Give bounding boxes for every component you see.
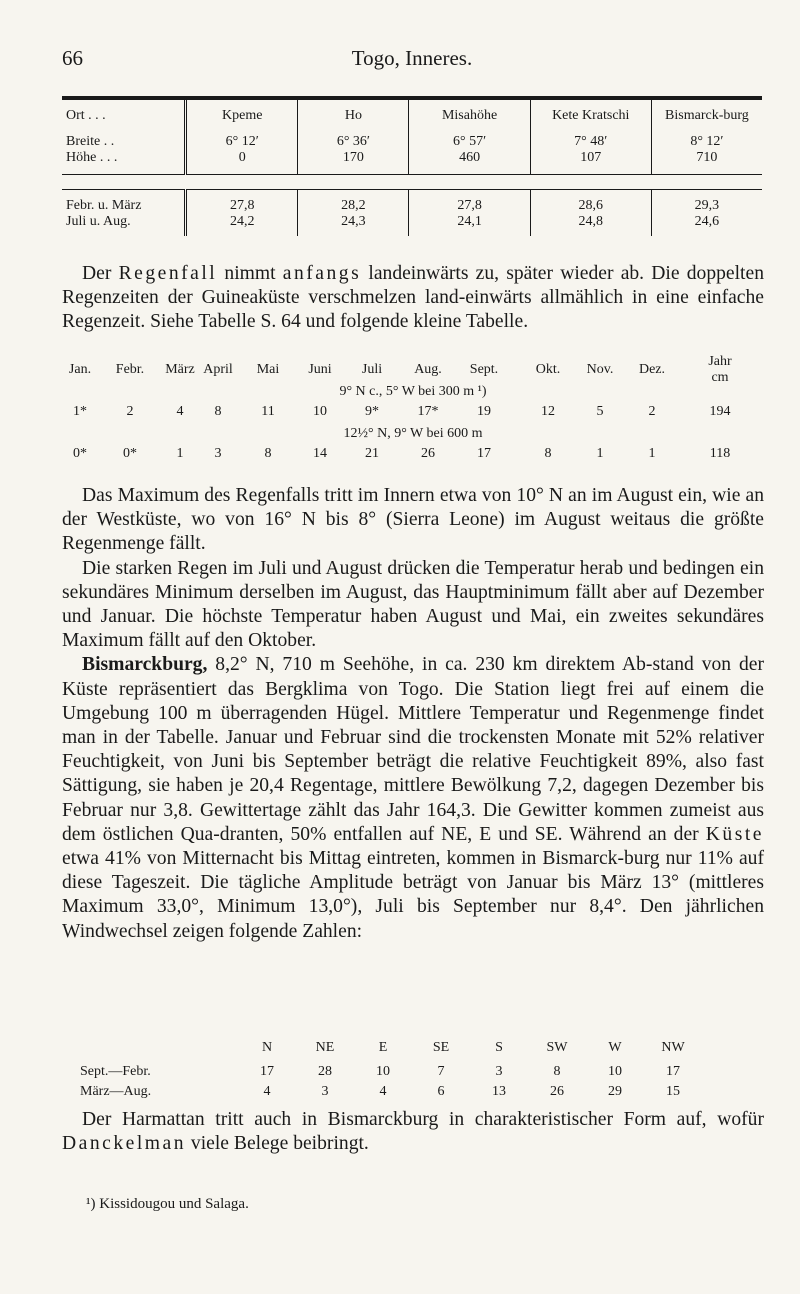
station-altitude: 170 xyxy=(298,150,409,175)
rainfall-value: 1 xyxy=(596,446,604,461)
rainfall-table xyxy=(58,354,768,468)
month-header: Juli xyxy=(361,362,383,377)
temp-value: 24,1 xyxy=(409,214,530,236)
wind-value: 3 xyxy=(321,1084,329,1099)
station-latitude: 8° 12′ xyxy=(651,124,762,150)
wind-value: 10 xyxy=(376,1064,390,1079)
rainfall-value: 0* xyxy=(123,446,137,461)
station-name: Ho xyxy=(298,98,409,124)
page-number: 66 xyxy=(62,46,83,70)
temp-value: 24,2 xyxy=(186,214,298,236)
station-name: Kete Kratschi xyxy=(530,98,651,124)
wind-value: 8 xyxy=(553,1064,561,1079)
rainfall-header-row xyxy=(58,354,768,385)
emphasis-anfangs: anfangs xyxy=(282,263,362,284)
month-header: April xyxy=(203,362,233,377)
wind-direction-header: E xyxy=(378,1040,388,1055)
row-label-ort: Ort . . . xyxy=(62,98,186,124)
footnote-text: Kissidougou und Salaga. xyxy=(95,1196,249,1212)
rainfall-note-1: 9° N c., 5° W bei 300 m ¹) xyxy=(339,384,487,399)
month-header: März xyxy=(165,362,195,377)
rainfall-value: 17* xyxy=(417,404,439,419)
station-name: Bismarck-burg xyxy=(651,98,762,124)
station-altitude: 710 xyxy=(651,150,762,175)
wind-value: 17 xyxy=(260,1064,274,1079)
rainfall-value: 10 xyxy=(313,404,327,419)
wind-row-label: März—Aug. xyxy=(80,1084,152,1099)
rainfall-value: 1* xyxy=(73,404,87,419)
rainfall-value: 8 xyxy=(544,446,552,461)
paragraph-maximum: Das Maximum des Regenfalls tritt im Innern etwa von 10° N an im August ein, wie an der Westküste, wo von 16° N bis 8° (Sierra Leone) im August weitaus die größte Regenmenge fällt. xyxy=(62,485,764,555)
row-label-breite: Breite . . xyxy=(66,134,115,149)
rainfall-value: 5 xyxy=(596,404,604,419)
page-header xyxy=(62,46,762,76)
wind-value: 26 xyxy=(550,1084,564,1099)
text-run: Der xyxy=(82,263,119,284)
temp-value: 24,3 xyxy=(298,214,409,236)
month-header: Juni xyxy=(308,362,332,377)
station-latitude: 7° 48′ xyxy=(530,124,651,150)
rainfall-value: 21 xyxy=(365,446,379,461)
rainfall-value: 17 xyxy=(477,446,491,461)
rainfall-value: 2 xyxy=(126,404,134,419)
rainfall-value: 118 xyxy=(709,446,731,461)
wind-value: 6 xyxy=(437,1084,445,1099)
heading-bismarckburg: Bismarckburg, xyxy=(82,654,208,676)
temp-value: 24,8 xyxy=(530,214,651,236)
paragraph-regenfall xyxy=(62,262,764,335)
row-label-juli-aug: Juli u. Aug. xyxy=(66,214,131,229)
year-unit: cm xyxy=(711,370,729,385)
rainfall-row-2 xyxy=(58,446,768,468)
text-run: nimmt xyxy=(217,263,283,284)
station-latitude: 6° 57′ xyxy=(409,124,530,150)
text-run: 8,2° N, 710 m Seehöhe, in ca. 230 km direktem Ab-stand von der Küste repräsentiert das Bergklima von Togo. Die Station liegt frei auf einem die Umgebung 100 m überragenden Hügel. Mittlere Temperatur und Regenmenge findet man in der Tabelle. Januar und Februar sind die trockensten Monate mit 52% relativer Feuchtigkeit, von Juni bis September beträgt die relative Feuchtigkeit 89%, also fast Sättigung, sie haben je 20,4 Regentage, mittlere Bewölkung 7,2, dagegen Dezember bis Februar nur 3,8. Gewittertage zählt das Jahr 164,3. Die Gewitter kommen zumeist aus dem östlichen Qua-dranten, 50% entfallen auf NE, E und SE. Während an der xyxy=(62,654,764,845)
wind-direction-header: N xyxy=(261,1040,273,1055)
rainfall-value: 3 xyxy=(214,446,222,461)
month-header: Aug. xyxy=(414,362,442,377)
wind-value: 29 xyxy=(608,1084,622,1099)
rainfall-row-1 xyxy=(58,404,768,426)
station-name: Misahöhe xyxy=(409,98,530,124)
wind-value: 17 xyxy=(666,1064,680,1079)
rainfall-value: 9* xyxy=(365,404,379,419)
station-table xyxy=(62,96,762,236)
text-run: viele Belege beibringt. xyxy=(186,1133,369,1155)
wind-direction-header: SW xyxy=(546,1040,568,1055)
wind-value: 15 xyxy=(666,1084,680,1099)
rainfall-value: 19 xyxy=(477,404,491,419)
wind-value: 28 xyxy=(318,1064,332,1079)
temp-value: 28,2 xyxy=(298,190,409,215)
rainfall-value: 0* xyxy=(73,446,87,461)
running-title: Togo, Inneres. xyxy=(351,46,473,70)
month-header: Dez. xyxy=(638,362,666,377)
station-latitude: 6° 12′ xyxy=(186,124,298,150)
rainfall-value: 2 xyxy=(648,404,656,419)
rainfall-value: 1 xyxy=(176,446,184,461)
wind-value: 4 xyxy=(379,1084,387,1099)
wind-value: 4 xyxy=(263,1084,271,1099)
month-header: Okt. xyxy=(535,362,561,377)
temp-value: 27,8 xyxy=(186,190,298,215)
footnote-mark: ¹) xyxy=(86,1196,96,1212)
emphasis-danckelman: Danckelman xyxy=(62,1133,187,1155)
wind-value: 7 xyxy=(437,1064,445,1079)
footnote xyxy=(86,1196,249,1213)
station-altitude: 107 xyxy=(530,150,651,175)
text-run: landeinwärts zu, später wieder ab. Die doppelten Regenzeiten der Guineaküste verschmelzen land-einwärts allmählich in eine einfache Regenzeit. Siehe Tabelle S. 64 und folgende kleine Tabelle. xyxy=(62,263,764,333)
temp-value: 29,3 xyxy=(651,190,762,215)
paragraph-harmattan xyxy=(62,1108,764,1156)
month-header: Nov. xyxy=(586,362,614,377)
wind-value: 3 xyxy=(495,1064,503,1079)
paragraph-temperatur: Die starken Regen im Juli und August drücken die Temperatur herab und bedingen ein sekundäres Minimum derselben im August, das Hauptminimum fällt aber auf Dezember und Januar. Die höchste Temperatur haben August und Mai, ein zweites sekundäres Maximum fällt auf den Oktober. xyxy=(62,557,764,652)
wind-row-label: Sept.—Febr. xyxy=(80,1064,151,1079)
station-altitude: 0 xyxy=(186,150,298,175)
station-latitude: 6° 36′ xyxy=(298,124,409,150)
rainfall-value: 26 xyxy=(421,446,435,461)
month-header: Febr. xyxy=(115,362,145,377)
rainfall-value: 4 xyxy=(176,404,184,419)
rainfall-value: 12 xyxy=(541,404,555,419)
temp-value: 28,6 xyxy=(530,190,651,215)
temp-value: 24,6 xyxy=(651,214,762,236)
rainfall-value: 194 xyxy=(709,404,731,419)
station-name: Kpeme xyxy=(186,98,298,124)
wind-direction-header: S xyxy=(495,1040,503,1055)
body-text xyxy=(62,484,764,944)
rainfall-note-row xyxy=(58,426,768,446)
rainfall-value: 1 xyxy=(648,446,656,461)
rainfall-value: 14 xyxy=(313,446,327,461)
rainfall-value: 11 xyxy=(261,404,275,419)
wind-direction-header: NW xyxy=(661,1040,685,1055)
month-header: Jan. xyxy=(68,362,92,377)
rainfall-note-row xyxy=(58,384,768,404)
wind-direction-header: NE xyxy=(315,1040,335,1055)
row-label-febr-maerz: Febr. u. März xyxy=(62,190,186,215)
rainfall-note-2: 12½° N, 9° W bei 600 m xyxy=(343,426,483,441)
paragraph-bismarckburg xyxy=(62,653,764,943)
wind-direction-header: SE xyxy=(432,1040,450,1055)
emphasis-kueste: Küste xyxy=(705,823,764,845)
wind-direction-header: W xyxy=(608,1040,622,1055)
month-header: Sept. xyxy=(469,362,499,377)
emphasis-regenfall: Regenfall xyxy=(118,263,218,284)
rainfall-value: 8 xyxy=(214,404,222,419)
station-altitude: 460 xyxy=(409,150,530,175)
wind-value: 10 xyxy=(608,1064,622,1079)
temp-value: 27,8 xyxy=(409,190,530,215)
text-run: Der Harmattan tritt auch in Bismarckburg in charakteristischer Form auf, wofür xyxy=(82,1109,764,1130)
year-header: Jahr xyxy=(708,354,732,369)
row-label-hoehe: Höhe . . . xyxy=(62,150,186,175)
text-run: etwa 41% von Mitternacht bis Mittag eintreten, kommen in Bismarck-burg nur 11% auf diese Tageszeit. Die tägliche Amplitude beträgt von Januar bis März 13° (mittleres Maximum 33,0°, Minimum 13,0°), Juli bis September nur 8,4°. Den jährlichen Windwechsel zeigen folgende Zahlen: xyxy=(62,848,764,942)
wind-value: 13 xyxy=(492,1084,506,1099)
rainfall-value: 8 xyxy=(264,446,272,461)
month-header: Mai xyxy=(256,362,280,377)
